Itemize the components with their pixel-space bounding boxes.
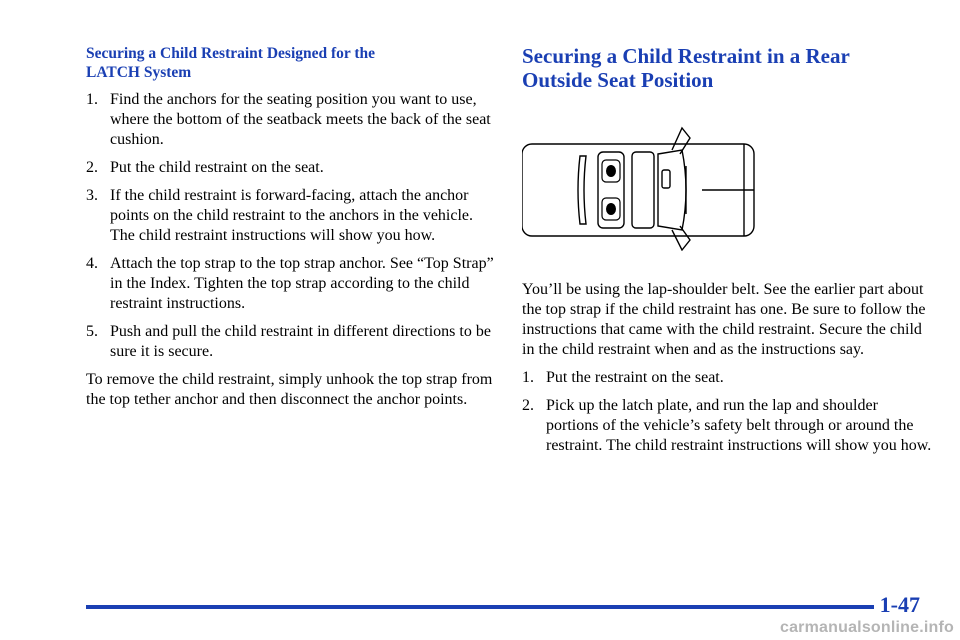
section-heading: Securing a Child Restraint in a Rear Outside Seat Position [522,44,850,92]
intro-paragraph: You’ll be using the lap‑shoulder belt. See the earlier part about the top strap if the child restraint has one. Be sure to follow the instructions that came with the child restraint. Secure the child in the child restraint when and as the instructions say. [522,281,926,358]
child-seat-icons [602,160,620,220]
list-item: 1. Put the restraint on the seat. [522,369,724,386]
watermark: carmanualsonline.info [779,619,954,636]
list-item: 3. If the child restraint is forward‑facing, attach the anchor points on the child restraint to the anchors in the vehicle. The child restraint instructions will show you how. [86,187,474,244]
latch-steps-list [86,90,496,362]
vehicle-outline [522,128,754,250]
vehicle-top-view-diagram [522,126,762,251]
left-column [86,44,496,418]
right-column [522,44,934,464]
latch-subheading: Securing a Child Restraint Designed for the LATCH System [86,45,376,81]
list-item: 2. Pick up the latch plate, and run the lap and shoulder portions of the vehicle’s safety belt through or around the restraint. The child restraint instructions will show you how. [522,397,932,454]
footer-rule [86,605,874,609]
rear-seat-steps-list [522,368,934,456]
list-item: 1. Find the anchors for the seating position you want to use, where the bottom of the seatback meets the back of the seat cushion. [86,91,491,148]
list-item: 5. Push and pull the child restraint in different directions to be sure it is secure. [86,323,491,360]
removal-paragraph: To remove the child restraint, simply unhook the top strap from the top tether anchor and then disconnect the anchor points. [86,371,493,408]
list-item: 2. Put the child restraint on the seat. [86,159,324,176]
page-number: 1-47 [879,592,920,617]
list-item: 4. Attach the top strap to the top strap anchor. See “Top Strap” in the Index. Tighten the top strap according to the child restraint instructions. [86,255,494,312]
